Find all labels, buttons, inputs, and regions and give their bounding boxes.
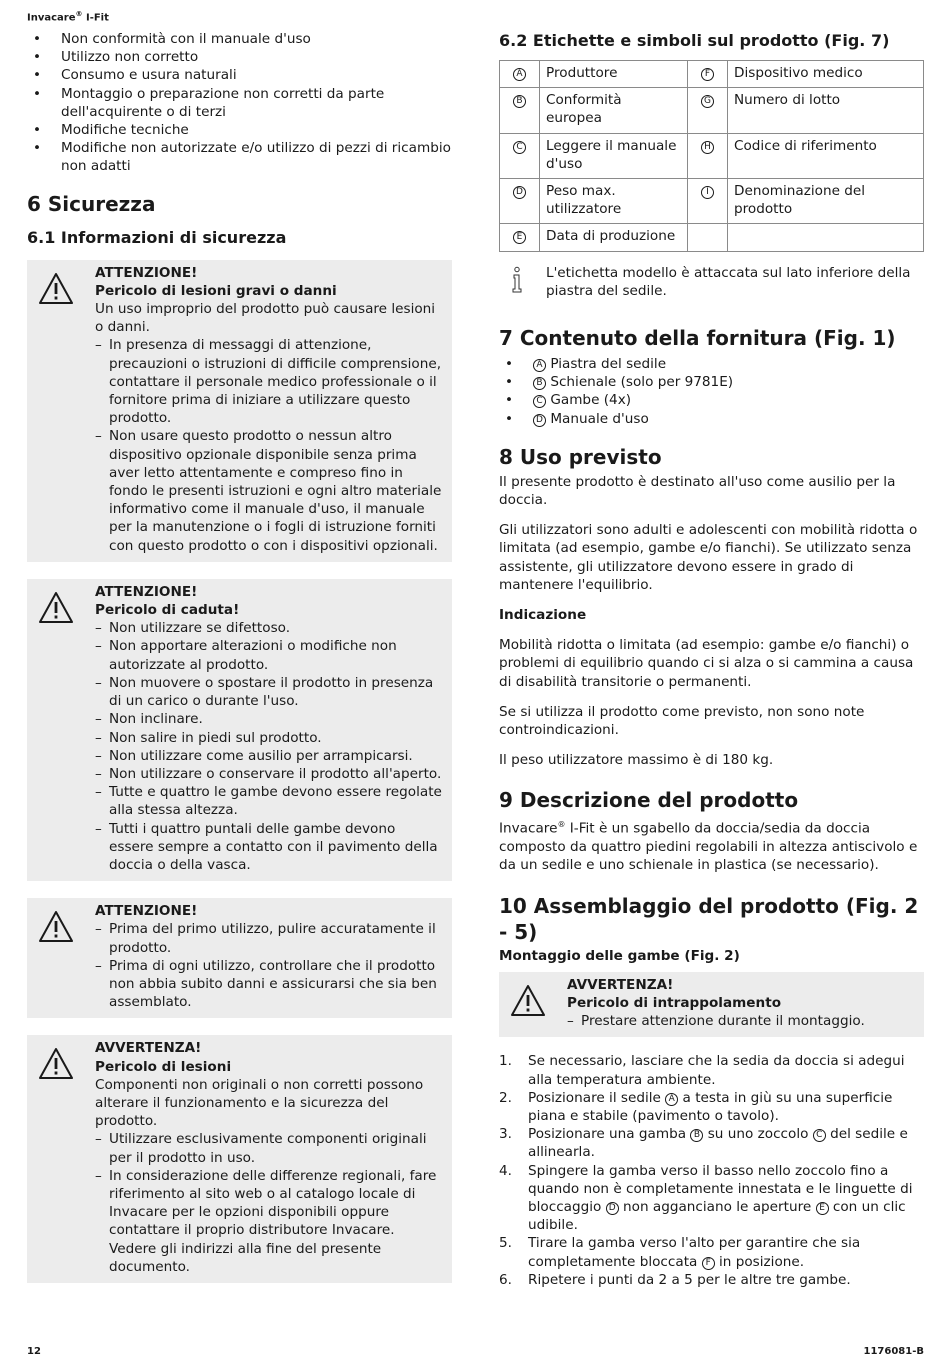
warning-item: – Non utilizzare o conservare il prodotto all'aperto.: [95, 765, 444, 783]
list-item: [499, 391, 924, 409]
subsection-heading-informazioni: 6.1 Informazioni di sicurezza: [27, 227, 287, 247]
table-row: [500, 179, 924, 224]
letter-marker: G: [701, 95, 714, 108]
warning-title: Pericolo di intrappolamento: [567, 995, 782, 1012]
letter-marker: H: [701, 141, 714, 154]
paragraph: Se si utilizza il prodotto come previsto, non sono note controindicazioni.: [499, 703, 865, 739]
step-number: 1.: [499, 1053, 512, 1070]
warning-item: – Non usare questo prodotto o nessun altro dispositivo opzionale disponibile senza prima aver letto attentamente e compreso fino in fondo le presenti istruzioni e ogni altro materiale informativo come il manuale d'uso, il manuale per la manutenzione o i fogli di istruzione forniti con questo prodotto o con i dispositivi opzionali.: [95, 427, 444, 554]
table-cell: [728, 224, 924, 251]
header-registered-mark: ®: [75, 10, 83, 18]
warning-title: Pericolo di lesioni: [95, 1058, 232, 1075]
letter-marker: D: [513, 186, 526, 199]
letter-marker: F: [701, 68, 714, 81]
step-item: [499, 1125, 924, 1161]
warning-box-caduta: [27, 579, 452, 881]
warning-item: – Tutti i quattro puntali delle gambe devono essere sempre a contatto con il pavimento della doccia o della vasca.: [95, 820, 444, 875]
header-brand: Invacare: [27, 12, 76, 24]
page-number: 12: [27, 1346, 41, 1357]
table-cell: [688, 224, 728, 251]
table-cell: [500, 88, 540, 133]
indicazione-heading: Indicazione: [499, 607, 587, 624]
warning-text: Un uso improprio del prodotto può causare lesioni o danni.: [95, 301, 436, 336]
step-item: [499, 1162, 924, 1235]
running-header: [27, 5, 109, 28]
table-cell: Denominazione del prodotto: [728, 179, 924, 224]
table-row: [500, 61, 924, 88]
table-cell: [500, 61, 540, 88]
step-text: Posizionare una gamba: [528, 1126, 691, 1143]
warning-label: AVVERTENZA!: [567, 976, 674, 993]
step-text: su uno zoccolo: [703, 1126, 813, 1143]
list-item: • Utilizzo non corretto: [27, 48, 452, 66]
paragraph: Mobilità ridotta o limitata (ad esempio: gambe e/o fianchi) o problemi di equilibrio quando ci si alza o si cammina a causa di disabilità transitorie o permanenti.: [499, 637, 914, 690]
letter-marker: A: [533, 359, 546, 372]
letter-marker: B: [690, 1129, 703, 1142]
letter-marker: B: [533, 377, 546, 390]
list-item: [499, 355, 924, 373]
table-cell: Produttore: [540, 61, 688, 88]
step-text: non agganciano le aperture: [618, 1199, 816, 1216]
letter-marker: D: [533, 414, 546, 427]
step-number: 5.: [499, 1235, 512, 1252]
warning-item: – Non utilizzare come ausilio per arrampicarsi.: [95, 747, 444, 765]
info-icon: [509, 266, 525, 294]
section-heading-assemblaggio: 10 Assemblaggio del prodotto (Fig. 2 - 5): [499, 893, 919, 944]
table-cell: [500, 133, 540, 178]
list-item-text: Schienale (solo per 9781E): [550, 374, 734, 391]
left-column: [27, 30, 452, 1283]
letter-marker: C: [513, 141, 526, 154]
warning-item: – In considerazione delle differenze regionali, fare riferimento al sito web o al catalogo locale di Invacare per le opzioni disponibili oppure contattare il proprio distributore Invacare. Vedere gli indirizzi alla fine del presente documento.: [95, 1167, 444, 1276]
warning-label: ATTENZIONE!: [95, 903, 198, 920]
section-heading-uso-previsto: 8 Uso previsto: [499, 444, 662, 469]
step-text: a testa in giù su una superficie piana e stabile (pavimento o tavolo).: [528, 1089, 893, 1125]
warning-title: Pericolo di caduta!: [95, 602, 240, 619]
subsection-heading-etichette: 6.2 Etichette e simboli sul prodotto (Fig. 7): [499, 31, 890, 50]
letter-marker: D: [606, 1202, 619, 1215]
paragraph: Il peso utilizzatore massimo è di 180 kg.: [499, 752, 774, 769]
labels-table: [499, 60, 924, 252]
table-cell: Peso max. utilizzatore: [540, 179, 688, 224]
note-text: L'etichetta modello è attaccata sul lato inferiore della piastra del sedile.: [546, 264, 911, 299]
warning-triangle-icon: [39, 1047, 73, 1079]
step-text: Spingere la gamba verso il basso nello zoccolo fino a quando non è completamente innestata e le linguette di bloccaggio: [528, 1162, 913, 1216]
list-item: • Consumo e usura naturali: [27, 66, 452, 84]
warning-box-intrappolamento: [499, 972, 924, 1038]
letter-marker: C: [813, 1129, 826, 1142]
assembly-steps: [499, 1052, 924, 1289]
brand-name: Invacare: [499, 821, 558, 838]
letter-marker: E: [816, 1202, 829, 1215]
table-cell: [500, 179, 540, 224]
step-text: del sedile e allinearla.: [528, 1126, 908, 1161]
step-text: in posizione.: [714, 1253, 805, 1270]
list-item: • Modifiche non autorizzate e/o utilizzo di pezzi di ricambio non adatti: [27, 139, 452, 175]
section-heading-contenuto: 7 Contenuto della fornitura (Fig. 1): [499, 326, 896, 351]
document-id: 1176081-B: [863, 1346, 924, 1357]
warning-item: – In presenza di messaggi di attenzione, precauzioni o istruzioni di difficile comprensione, contattare il personale medico professionale o il fornitore prima di iniziare a utilizzare questo prodotto.: [95, 336, 444, 427]
step-item: [499, 1234, 924, 1270]
warning-triangle-icon: [511, 984, 545, 1016]
table-row: [500, 133, 924, 178]
paragraph: Gli utilizzatori sono adulti e adolescenti con mobilità ridotta o limitata (ad esempio, gambe e/o fianchi). Se utilizzato senza assistente, gli utilizzatore devono essere in grado di mantenere l'equilibrio.: [499, 522, 918, 593]
step-number: 3.: [499, 1126, 512, 1143]
step-number: 2.: [499, 1089, 512, 1106]
registered-mark: ®: [557, 820, 566, 830]
list-item: [499, 410, 924, 428]
warning-triangle-icon: [39, 910, 73, 942]
list-item: [499, 373, 924, 391]
step-text: Posizionare il sedile: [528, 1089, 666, 1106]
list-item: • Non conformità con il manuale d'uso: [27, 30, 452, 48]
warning-box-lesioni: [27, 1035, 452, 1283]
step-text: Se necessario, lasciare che la sedia da doccia si adegui alla temperatura ambiente.: [528, 1053, 905, 1088]
warning-item: – Non apportare alterazioni o modifiche non autorizzate al prodotto.: [95, 637, 444, 673]
table-cell: [688, 133, 728, 178]
warning-triangle-icon: [39, 591, 73, 623]
letter-marker: E: [513, 231, 526, 244]
warning-label: ATTENZIONE!: [95, 583, 198, 600]
warning-item: – Non salire in piedi sul prodotto.: [95, 729, 444, 747]
table-cell: Leggere il manuale d'uso: [540, 133, 688, 178]
list-item: • Modifiche tecniche: [27, 121, 452, 139]
warning-item: – Prima del primo utilizzo, pulire accuratamente il prodotto.: [95, 920, 444, 956]
warning-box-pulizia: [27, 898, 452, 1018]
step-item: [499, 1089, 924, 1125]
step-item: [499, 1052, 924, 1088]
table-cell: [688, 179, 728, 224]
step-text: Tirare la gamba verso l'alto per garantire che sia completamente bloccata: [528, 1235, 861, 1270]
warning-item: – Utilizzare esclusivamente componenti originali per il prodotto in uso.: [95, 1130, 444, 1166]
letter-marker: B: [513, 95, 526, 108]
table-cell: Conformità europea: [540, 88, 688, 133]
step-text: Ripetere i punti da 2 a 5 per le altre tre gambe.: [528, 1271, 851, 1288]
warning-label: AVVERTENZA!: [95, 1040, 202, 1057]
warning-label: ATTENZIONE!: [95, 264, 198, 281]
warning-item: – Non utilizzare se difettoso.: [95, 619, 444, 637]
letter-marker: I: [701, 186, 714, 199]
list-item-text: Manuale d'uso: [550, 410, 649, 427]
header-product: I-Fit: [82, 12, 109, 24]
table-cell: Dispositivo medico: [728, 61, 924, 88]
warning-box-gravi: [27, 260, 452, 562]
info-note: [499, 264, 924, 300]
table-row: [500, 88, 924, 133]
table-cell: [500, 224, 540, 251]
letter-marker: C: [533, 395, 546, 408]
list-item-text: Piastra del sedile: [550, 356, 667, 373]
warning-item: – Prima di ogni utilizzo, controllare che il prodotto non abbia subito danni e assicurarsi che sia ben assemblato.: [95, 957, 444, 1012]
table-cell: Codice di riferimento: [728, 133, 924, 178]
letter-marker: A: [513, 68, 526, 81]
section-heading-sicurezza: 6 Sicurezza: [27, 191, 156, 216]
step-number: 4.: [499, 1162, 512, 1179]
warning-item: – Tutte e quattro le gambe devono essere regolate alla stessa altezza.: [95, 783, 444, 819]
right-column: [499, 30, 924, 1289]
warning-text: Componenti non originali o non corretti possono alterare il funzionamento e la sicurezza del prodotto.: [95, 1076, 424, 1130]
letter-marker: A: [665, 1093, 678, 1106]
section-heading-descrizione: 9 Descrizione del prodotto: [499, 788, 799, 813]
step-item: [499, 1271, 924, 1289]
contents-list: [499, 355, 924, 428]
table-cell: Data di produzione: [540, 224, 688, 251]
list-item-text: Gambe (4x): [550, 392, 632, 409]
warning-triangle-icon: [39, 272, 73, 304]
subheading-montaggio: Montaggio delle gambe (Fig. 2): [499, 947, 740, 964]
warning-title: Pericolo di lesioni gravi o danni: [95, 282, 337, 299]
liability-exclusion-list: [27, 30, 452, 176]
warning-item: – Non muovere o spostare il prodotto in presenza di un carico o durante l'uso.: [95, 674, 444, 710]
table-cell: [688, 88, 728, 133]
list-item: • Montaggio o preparazione non corretti da parte dell'acquirente o di terzi: [27, 85, 452, 121]
paragraph: [499, 816, 924, 874]
letter-marker: F: [702, 1257, 715, 1270]
step-text: con un clic udibile.: [528, 1199, 906, 1234]
table-cell: Numero di lotto: [728, 88, 924, 133]
description-text: I-Fit è un sgabello da doccia/sedia da doccia composto da quattro piedini regolabili in altezza antiscivolo e da un sedile e uno schienale in plastica (se necessario).: [499, 821, 918, 874]
warning-item: – Non inclinare.: [95, 710, 444, 728]
warning-item: – Prestare attenzione durante il montaggio.: [567, 1012, 916, 1030]
table-row: [500, 224, 924, 251]
table-cell: [688, 61, 728, 88]
paragraph: Il presente prodotto è destinato all'uso come ausilio per la doccia.: [499, 473, 896, 509]
step-number: 6.: [499, 1271, 512, 1288]
